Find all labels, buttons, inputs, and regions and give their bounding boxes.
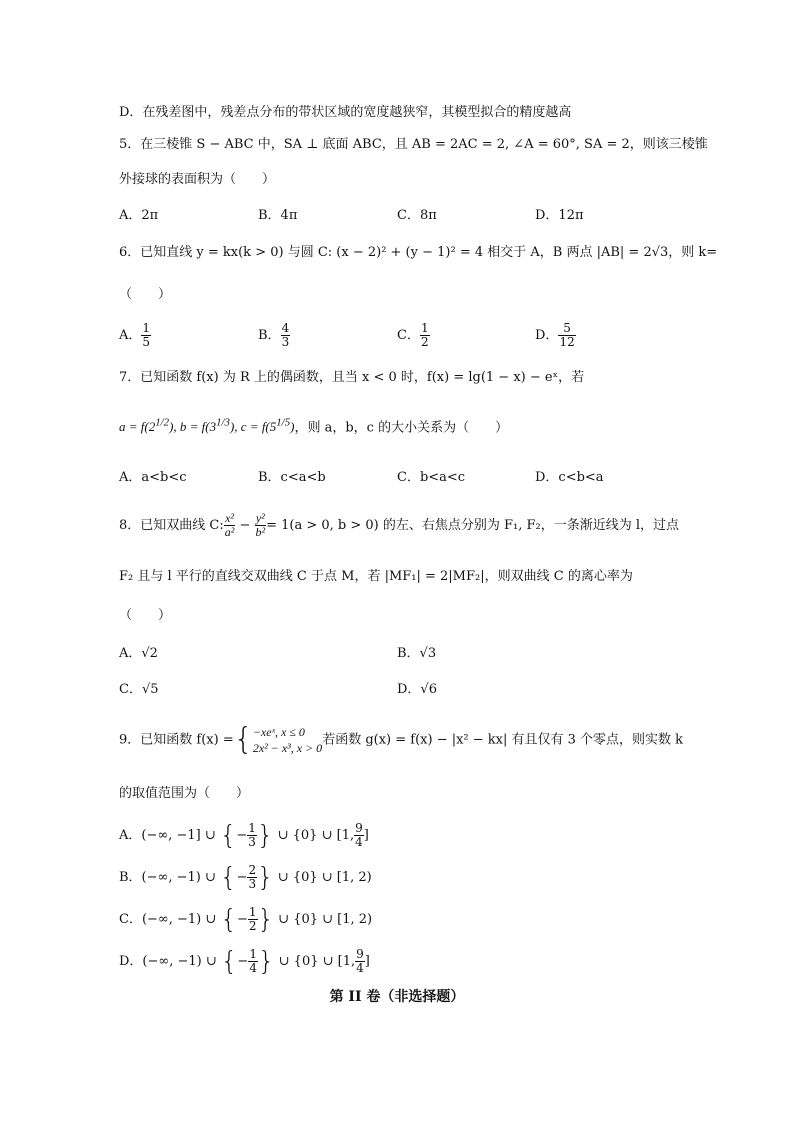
q8-option-a[interactable]: A．√2 <box>119 646 158 661</box>
fraction: $\frac{4}{3}$ <box>281 321 290 349</box>
q4-option-d: D．在残差图中，残差点分布的带状区域的宽度越狭窄，其模型拟合的精度越高 <box>119 105 572 120</box>
q6-option-c[interactable] <box>397 322 430 349</box>
section-title: 第 II 卷（非选择题） <box>329 989 465 1005</box>
q8-stem-line3: （ ） <box>119 608 172 623</box>
q8-stem-pre: 8．已知双曲线 C: <box>119 518 224 533</box>
option-label: C． <box>397 328 420 343</box>
q5-option-b[interactable]: B．4π <box>258 208 298 223</box>
fraction: $\frac{1}{2}$ <box>420 321 429 349</box>
q5-option-a[interactable]: A．2π <box>119 208 159 223</box>
fraction: $\frac{9}{4}$ <box>355 821 363 849</box>
q5-option-c[interactable]: C．8π <box>397 208 437 223</box>
fraction: $\frac{1}{2}$ <box>248 905 257 933</box>
fraction: $\frac{1}{4}$ <box>249 947 257 975</box>
option-text: A．(−∞, −1] ∪ <box>119 828 220 843</box>
q8-option-b[interactable]: B．√3 <box>397 646 437 661</box>
fraction: $\frac{5}{12}$ <box>559 321 575 349</box>
q6-option-d[interactable] <box>535 322 576 349</box>
q7-stem-line1: 7．已知函数 f(x) 为 R 上的偶函数，且当 x < 0 时，f(x) = lg(1 − x) − eˣ，若 <box>119 370 585 385</box>
fraction: $\frac{2}{3}$ <box>248 863 257 891</box>
option-text: B．(−∞, −1) ∪ <box>119 870 221 885</box>
piecewise-cases: −xeˣ, x ≤ 0 2x² − x³, x > 0 <box>252 725 323 755</box>
q8-stem-post: = 1(a > 0, b > 0) 的左、右焦点分别为 F₁, F₂，一条渐近线为 l，过点 <box>266 518 680 533</box>
q5-option-d[interactable]: D．12π <box>535 208 584 223</box>
q6-stem-line1: 6．已知直线 y = kx(k > 0) 与圆 C: (x − 2)² + (y − 1)² = 4 相交于 A，B 两点 |AB| = 2√3，则 k= <box>119 245 718 260</box>
q9-stem-line1 <box>119 724 683 756</box>
q9-option-b[interactable]: B．(−∞, −1) ∪ {− $\frac{2}{3}$ } ∪ {0} ∪ [1, 2) <box>119 862 372 893</box>
fraction: $\frac{\text{x²}}{\text{a²}}$ <box>224 511 235 539</box>
q8-option-d[interactable]: D．√6 <box>397 682 437 697</box>
q9-stem-line2: 的取值范围为（ ） <box>119 786 250 801</box>
q8-stem-line2: F₂ 且与 l 平行的直线交双曲线 C 于点 M，若 |MF₁| = 2|MF₂|，则双曲线 C 的离心率为 <box>119 569 633 584</box>
brace: { <box>233 722 253 757</box>
q6-option-b[interactable] <box>258 322 290 349</box>
q7-stem-suffix: ，则 a，b，c 的大小关系为（ ） <box>294 420 509 436</box>
option-label: A． <box>119 328 142 343</box>
option-label: D． <box>535 328 559 343</box>
option-text: D．(−∞, −1) ∪ <box>119 954 221 969</box>
fraction: $\frac{9}{4}$ <box>356 947 364 975</box>
q6-stem-line2: （ ） <box>119 287 172 302</box>
q9-stem-post: 若函数 g(x) = f(x) − |x² − kx| 有且仅有 3 个零点，则实数 k <box>322 732 684 748</box>
option-label: B． <box>258 328 281 343</box>
q9-option-a[interactable]: A．(−∞, −1] ∪ {− $\frac{1}{3}$ } ∪ {0} ∪ [1, $\frac{9}{4}$ ] <box>119 820 369 851</box>
q8-option-c[interactable]: C．√5 <box>119 682 159 697</box>
q7-option-b[interactable]: B．c<a<b <box>258 470 326 485</box>
q9-stem-pre: 9．已知函数 f(x) = <box>119 732 234 748</box>
q7-option-a[interactable]: A．a<b<c <box>119 470 187 485</box>
fraction: $\frac{1}{3}$ <box>248 821 256 849</box>
q7-option-c[interactable]: C．b<a<c <box>397 470 466 485</box>
q7-expression: $a = f(2^{1/2})$, $b = f(3^{1/3})$, $c = f(5^{1/5})$ <box>119 417 295 435</box>
q9-option-d[interactable]: D．(−∞, −1) ∪ {− $\frac{1}{4}$ } ∪ {0} ∪ [1, $\frac{9}{4}$ ] <box>119 946 370 977</box>
option-text: C．(−∞, −1) ∪ <box>119 912 221 927</box>
q7-stem-line2 <box>119 414 508 437</box>
q6-option-a[interactable] <box>119 322 151 349</box>
q8-stem-line1: 8．已知双曲线 C: $\frac{\text{x²}}{\text{a²}}$ − $\frac{\text{y²}}{\text{b²}}$ = 1(a > 0, b > 0) 的左、右焦点分别为 F₁, F₂，一条渐近线为 l，过点 <box>119 511 680 539</box>
q7-option-d[interactable]: D．c<b<a <box>535 470 604 485</box>
fraction: $\frac{\text{y²}}{\text{b²}}$ <box>255 511 266 539</box>
q9-option-c[interactable]: C．(−∞, −1) ∪ {− $\frac{1}{2}$ } ∪ {0} ∪ [1, 2) <box>119 904 373 935</box>
q5-stem-line2: 外接球的表面积为（ ） <box>119 172 276 187</box>
fraction: $\frac{1}{5}$ <box>142 321 151 349</box>
q5-stem-line1: 5．在三棱锥 S − ABC 中，SA ⊥ 底面 ABC，且 AB = 2AC = 2, ∠A = 60°, SA = 2，则该三棱锥 <box>119 137 708 152</box>
